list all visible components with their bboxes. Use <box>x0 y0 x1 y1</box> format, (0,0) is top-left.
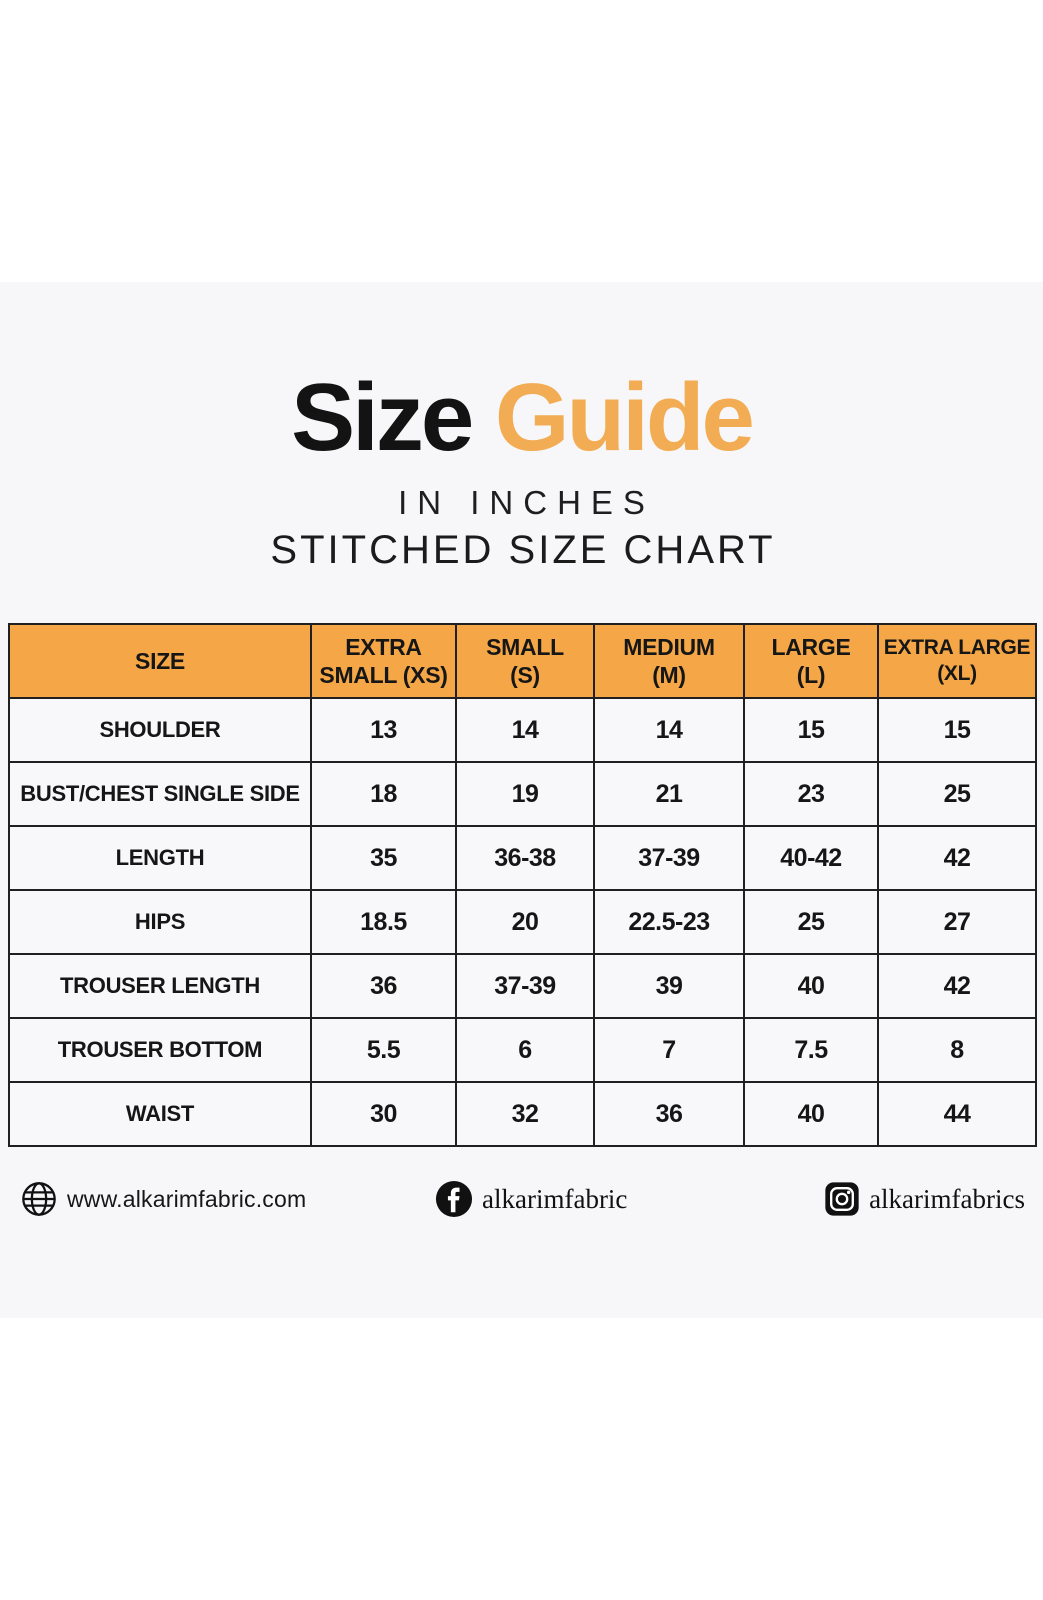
title-block <box>0 364 1043 573</box>
table-cell: 14 <box>456 698 594 762</box>
column-header-line: SIZE <box>135 647 185 674</box>
instagram-icon <box>824 1181 860 1217</box>
title-word-guide: Guide <box>494 364 752 471</box>
column-header-xs <box>311 624 456 698</box>
subtitle-in-inches: IN INCHES <box>398 484 655 521</box>
column-header-line: (M) <box>652 662 686 688</box>
table-cell: 42 <box>878 954 1036 1018</box>
table-row-bust-chest <box>9 762 1036 826</box>
column-header-line: LARGE <box>771 633 851 660</box>
table-cell: 20 <box>456 890 594 954</box>
column-header-line: EXTRA LARGE <box>883 636 1031 660</box>
row-label: HIPS <box>9 890 311 954</box>
table-cell: 6 <box>456 1018 594 1082</box>
table-cell: 18 <box>311 762 456 826</box>
website-url: www.alkarimfabric.com <box>67 1185 307 1212</box>
table-cell: 25 <box>744 890 878 954</box>
column-header-l <box>744 624 878 698</box>
table-cell: 14 <box>594 698 744 762</box>
globe-icon <box>20 1180 58 1218</box>
row-label: WAIST <box>9 1082 311 1146</box>
facebook-icon <box>435 1180 473 1218</box>
instagram-link <box>824 1176 1025 1222</box>
size-chart-table <box>8 623 1037 1147</box>
table-cell: 37-39 <box>594 826 744 890</box>
row-label: LENGTH <box>9 826 311 890</box>
facebook-handle: alkarimfabric <box>482 1183 628 1214</box>
row-label: BUST/CHEST SINGLE SIDE <box>9 762 311 826</box>
table-cell: 36 <box>594 1082 744 1146</box>
table-cell: 36-38 <box>456 826 594 890</box>
row-label: SHOULDER <box>9 698 311 762</box>
table-cell: 36 <box>311 954 456 1018</box>
table-cell: 15 <box>878 698 1036 762</box>
table-cell: 15 <box>744 698 878 762</box>
page-title <box>0 364 1043 471</box>
subtitle-stitched-size-chart: STITCHED SIZE CHART <box>270 528 776 572</box>
column-header-size <box>9 624 311 698</box>
table-cell: 23 <box>744 762 878 826</box>
column-header-xl <box>878 624 1036 698</box>
table-cell: 5.5 <box>311 1018 456 1082</box>
website-link <box>20 1176 306 1222</box>
table-cell: 40 <box>744 954 878 1018</box>
table-cell: 8 <box>878 1018 1036 1082</box>
table-cell: 13 <box>311 698 456 762</box>
table-cell: 39 <box>594 954 744 1018</box>
facebook-link <box>435 1176 627 1222</box>
table-row-length <box>9 826 1036 890</box>
column-header-line: (S) <box>510 662 540 688</box>
row-label: TROUSER BOTTOM <box>9 1018 311 1082</box>
table-row-hips <box>9 890 1036 954</box>
table-cell: 42 <box>878 826 1036 890</box>
column-header-line: SMALL <box>486 633 564 660</box>
title-word-size: Size <box>291 364 472 471</box>
table-cell: 18.5 <box>311 890 456 954</box>
table-cell: 22.5-23 <box>594 890 744 954</box>
table-cell: 32 <box>456 1082 594 1146</box>
column-header-s <box>456 624 594 698</box>
table-header-row <box>9 624 1036 698</box>
table-row-waist <box>9 1082 1036 1146</box>
table-cell: 40-42 <box>744 826 878 890</box>
table-cell: 30 <box>311 1082 456 1146</box>
table-row-trouser-bottom <box>9 1018 1036 1082</box>
column-header-line: (L) <box>796 662 826 688</box>
column-header-line: (XL) <box>937 662 977 685</box>
column-header-line: EXTRA <box>345 633 422 660</box>
table-cell: 27 <box>878 890 1036 954</box>
table-cell: 35 <box>311 826 456 890</box>
table-cell: 7 <box>594 1018 744 1082</box>
table-cell: 7.5 <box>744 1018 878 1082</box>
column-header-m <box>594 624 744 698</box>
row-label: TROUSER LENGTH <box>9 954 311 1018</box>
size-guide-panel <box>0 282 1043 1318</box>
instagram-handle: alkarimfabrics <box>869 1183 1025 1214</box>
table-cell: 25 <box>878 762 1036 826</box>
table-row-shoulder <box>9 698 1036 762</box>
table-cell: 40 <box>744 1082 878 1146</box>
table-cell: 21 <box>594 762 744 826</box>
column-header-line: MEDIUM <box>623 633 715 660</box>
table-cell: 37-39 <box>456 954 594 1018</box>
table-cell: 44 <box>878 1082 1036 1146</box>
footer <box>0 1176 1043 1222</box>
table-cell: 19 <box>456 762 594 826</box>
column-header-line: SMALL (XS) <box>319 662 448 688</box>
table-row-trouser-length <box>9 954 1036 1018</box>
